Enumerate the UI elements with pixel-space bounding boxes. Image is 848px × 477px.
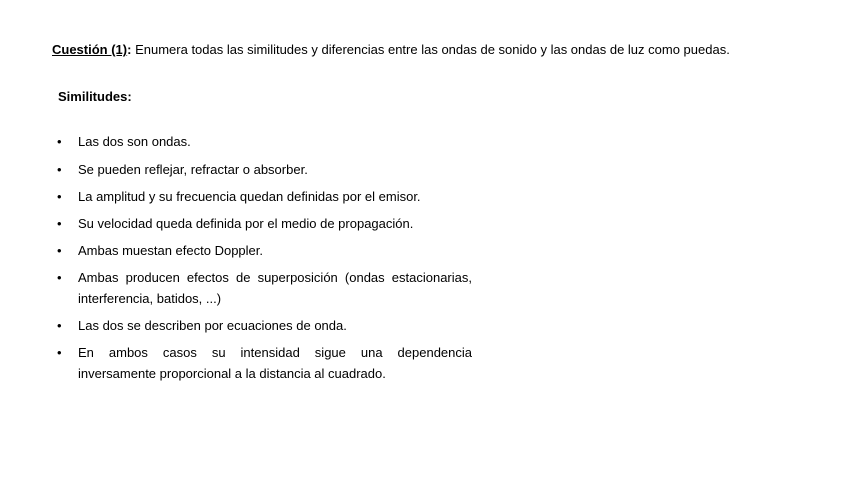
question-line (52, 42, 730, 57)
bullet-icon: • (57, 189, 62, 204)
list-item-text: Ambas muestan efecto Doppler. (78, 243, 263, 258)
list-item-text: En ambos casos su intensidad sigue una dependencia inversamente proporcional a la distancia al cuadrado. (78, 345, 472, 381)
bullet-icon: • (57, 162, 62, 177)
list-item (52, 213, 472, 234)
bullet-icon: • (57, 345, 62, 360)
list-item-text: Se pueden reflejar, refractar o absorber. (78, 162, 308, 177)
question-text: Enumera todas las similitudes y diferencias entre las ondas de sonido y las ondas de luz como puedas. (131, 42, 730, 57)
similitudes-heading: Similitudes: (58, 89, 132, 104)
bullet-icon: • (57, 134, 62, 149)
list-item-text: Las dos son ondas. (78, 134, 191, 149)
list-item-text: La amplitud y su frecuencia quedan definidas por el emisor. (78, 189, 421, 204)
similitudes-list (52, 131, 472, 390)
list-item-text: Las dos se describen por ecuaciones de onda. (78, 318, 347, 333)
list-item-text: Ambas producen efectos de superposición (ondas estacionarias, interferencia, batidos, ...) (78, 270, 472, 306)
list-item (52, 342, 472, 384)
list-item (52, 186, 472, 207)
list-item (52, 131, 472, 152)
question-label: Cuestión (1) (52, 42, 128, 57)
bullet-icon: • (57, 216, 62, 231)
list-item (52, 240, 472, 261)
list-item (52, 267, 472, 309)
bullet-icon: • (57, 318, 62, 333)
bullet-icon: • (57, 243, 62, 258)
list-item (52, 315, 472, 336)
list-item (52, 159, 472, 180)
list-item-text: Su velocidad queda definida por el medio de propagación. (78, 216, 414, 231)
bullet-icon: • (57, 270, 62, 285)
question-colon: : (127, 42, 132, 57)
